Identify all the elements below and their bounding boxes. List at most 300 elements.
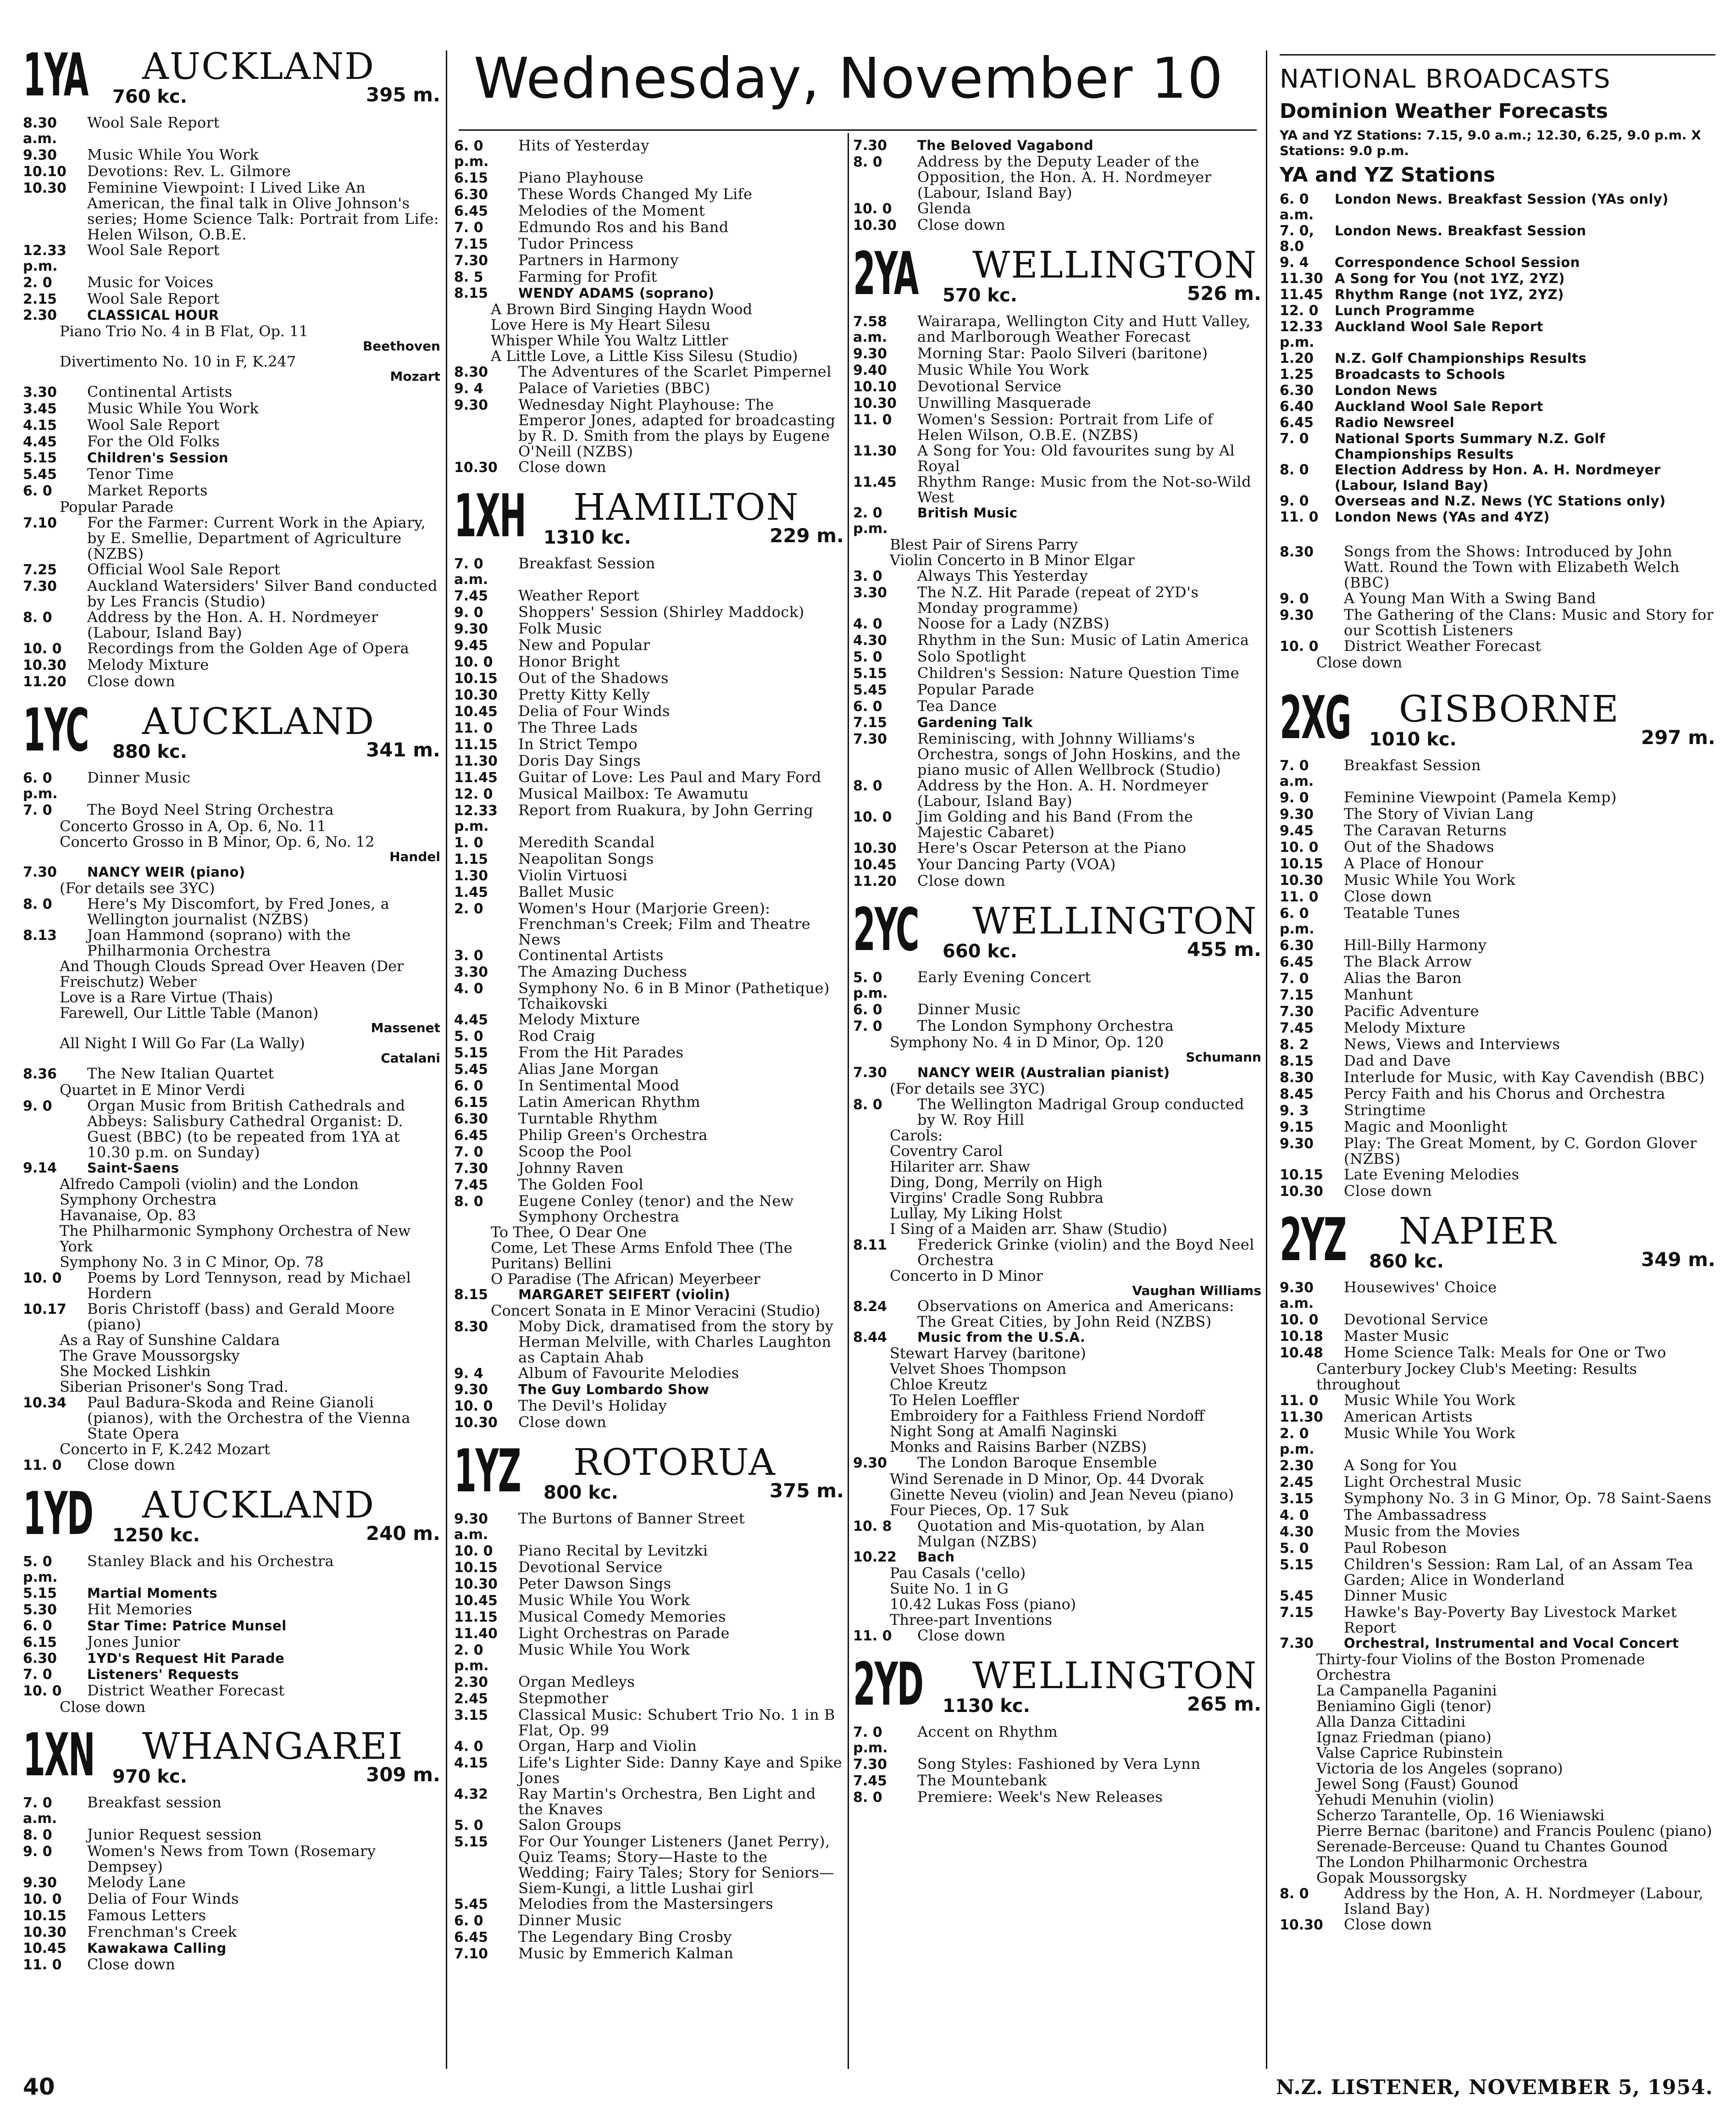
program-time: 5. 0 <box>1280 1540 1309 1556</box>
program-detail: La Campanella Paganini <box>1316 1682 1497 1699</box>
program-title: Music from the Movies <box>1344 1523 1520 1540</box>
program-time: 5.15 <box>23 1585 57 1601</box>
program-title: The New Italian Quartet <box>87 1065 274 1082</box>
station-wavelength: 240 m. <box>366 1522 440 1545</box>
program-title: Close down <box>518 1413 607 1431</box>
program-title: Here's Oscar Peterson at the Piano <box>917 839 1187 856</box>
program-detail: Pau Casals ('cello) <box>890 1564 1026 1582</box>
program-time: 12.33 p.m. <box>23 243 67 274</box>
program-time: 2.45 <box>1280 1474 1314 1490</box>
program-time: 7.30 <box>853 731 887 747</box>
program-title: Tea Dance <box>917 697 997 715</box>
program-title: Feminine Viewpoint: I Lived Like An American, the final talk in Olive Johnson's series; Home Science Talk: Portrait from Life: Helen Wilson, O.B.E. <box>87 179 439 243</box>
program-time: 11. 0 <box>1280 509 1319 525</box>
program-time: 7. 0 <box>454 220 483 236</box>
program-title: Boris Christoff (bass) and Gerald Moore (piano) <box>87 1300 395 1333</box>
program-time: 4. 0 <box>454 981 483 997</box>
national-broadcasts <box>1280 64 1715 1944</box>
program-title: Reminiscing, with Johnny Williams's Orchestra, songs of John Hoskins, and the piano music of Allen Wellbrock (Studio) <box>917 730 1241 778</box>
program-title: Women's Session: Portrait from Life of Helen Wilson, O.B.E. (NZBS) <box>917 411 1213 444</box>
program-time: 1.20 <box>1280 350 1314 367</box>
program-detail: I Sing of a Maiden arr. Shaw (Studio) <box>890 1220 1168 1238</box>
program-time: 6.45 <box>454 1128 488 1144</box>
program-title: In Strict Tempo <box>518 735 638 753</box>
program-detail: Concert Sonata in E Minor Veracini (Studio) <box>491 1302 821 1319</box>
program-row <box>454 1127 844 1144</box>
program-time: 7. 0 <box>23 802 52 818</box>
program-detail: Suite No. 1 in G <box>890 1580 1009 1597</box>
program-row <box>853 1773 1261 1789</box>
program-row <box>1280 1312 1715 1328</box>
station-block <box>23 1480 440 1716</box>
program-row <box>23 927 440 958</box>
program-row <box>454 851 844 867</box>
program-title: NANCY WEIR (piano) <box>87 864 245 880</box>
program-detail: To Helen Loeffler <box>890 1391 1019 1409</box>
column-divider <box>446 50 447 2069</box>
program-row <box>454 1111 844 1127</box>
program-row <box>853 778 1261 809</box>
program-time: 7.25 <box>23 562 57 578</box>
program-title: Always This Yesterday <box>917 567 1088 584</box>
program-time: 11.30 <box>1280 1409 1323 1425</box>
program-row <box>853 1628 1261 1644</box>
station-header <box>853 240 1261 313</box>
program-row <box>23 770 440 802</box>
program-title: Unwilling Masquerade <box>917 394 1092 411</box>
program-title: Auckland Wool Sale Report <box>1335 319 1543 334</box>
program-title: Close down <box>1344 1182 1432 1200</box>
program-title: Continental Artists <box>87 383 233 400</box>
station-name: WELLINGTON <box>972 1654 1258 1697</box>
program-time: 7.30 <box>853 1065 887 1081</box>
program-time: 1. 0 <box>454 835 483 851</box>
program-row <box>1280 1490 1715 1507</box>
program-title: Rhythm in the Sun: Music of Latin America <box>917 631 1249 649</box>
station-callsign: 1YC <box>23 696 89 765</box>
program-time: 7.45 <box>454 588 488 604</box>
station-frequency: 570 kc. <box>943 285 1017 306</box>
program-time: 10.30 <box>853 840 897 856</box>
station-block <box>23 696 440 1473</box>
program-title: The Caravan Returns <box>1344 822 1507 839</box>
program-title: Dad and Dave <box>1344 1052 1451 1069</box>
program-row <box>454 1398 844 1414</box>
program-row <box>454 1609 844 1625</box>
program-time: 1.15 <box>454 851 488 867</box>
program-row <box>454 1045 844 1061</box>
program-title: NANCY WEIR (Australian pianist) <box>917 1065 1170 1080</box>
program-detail: Divertimento No. 10 in F, K.247 <box>60 353 296 370</box>
program-row <box>454 1834 844 1896</box>
program-title: The Story of Vivian Lang <box>1344 805 1534 823</box>
weather-text: YA and YZ Stations: 7.15, 9.0 a.m.; 12.30, 6.25, 9.0 p.m. X Stations: 9.0 p.m. <box>1280 128 1701 158</box>
program-title: Out of the Shadows <box>1344 838 1494 856</box>
program-row <box>23 384 440 400</box>
program-title: These Words Changed My Life <box>518 185 753 203</box>
program-row <box>1280 607 1715 638</box>
program-title: Gardening Talk <box>917 715 1033 730</box>
composer: Catalani <box>381 1050 440 1066</box>
program-title: Joan Hammond (soprano) with the Philharmonia Orchestra <box>87 926 351 959</box>
program-time: 8. 0 <box>23 896 52 912</box>
program-row <box>1280 937 1715 954</box>
program-time: 4. 0 <box>454 1739 483 1755</box>
program-row <box>23 1601 440 1618</box>
program-row <box>23 1667 440 1683</box>
program-title: Martial Moments <box>87 1585 218 1601</box>
program-row <box>853 138 1261 154</box>
program-title: Kawakawa Calling <box>87 1940 227 1956</box>
station-name: ROTORUA <box>573 1441 776 1484</box>
program-time: 8. 0 <box>853 778 882 794</box>
program-detail: Wind Serenade in D Minor, Op. 44 Dvorak <box>890 1470 1204 1488</box>
program-row <box>1280 1523 1715 1540</box>
program-title: Star Time: Patrice Munsel <box>87 1618 287 1634</box>
station-frequency: 1310 kc. <box>544 527 631 548</box>
program-row <box>454 186 844 203</box>
program-title: Peter Dawson Sings <box>518 1575 671 1592</box>
program-title: A Place of Honour <box>1344 855 1483 872</box>
program-detail: (For details see 3YC) <box>890 1080 1045 1097</box>
program-title: Music from the U.S.A. <box>917 1329 1086 1345</box>
program-row <box>454 980 844 1012</box>
program-title: Johnny Raven <box>518 1159 624 1177</box>
program-time: 2. 0 <box>454 901 483 917</box>
program-row <box>23 515 440 561</box>
program-time: 8. 5 <box>454 269 483 285</box>
program-time: 6.45 <box>1280 954 1314 970</box>
program-title: Out of the Shadows <box>518 669 669 687</box>
program-title: Weather Report <box>518 587 640 604</box>
program-row <box>23 483 440 499</box>
program-time: 5.15 <box>23 450 57 466</box>
program-time: 6.30 <box>23 1651 57 1667</box>
program-row <box>853 1237 1261 1268</box>
program-row <box>454 1012 844 1028</box>
program-title: Address by the Hon, A. H. Nordmeyer (Labour, Island Bay) <box>1344 1884 1704 1917</box>
program-time: 10. 0 <box>1280 839 1319 856</box>
program-time: 6.45 <box>454 1929 488 1945</box>
program-title: Recordings from the Golden Age of Opera <box>87 639 410 657</box>
program-row <box>1280 1119 1715 1135</box>
station-block <box>1280 1206 1715 1933</box>
program-time: 8. 2 <box>1280 1037 1309 1053</box>
program-title: Devotional Service <box>518 1558 663 1576</box>
program-time: 9. 4 <box>454 381 483 397</box>
program-time: 7. 0 <box>853 1018 882 1034</box>
program-row <box>454 1642 844 1674</box>
program-row <box>454 556 844 588</box>
station-block <box>853 1651 1261 1806</box>
program-title: The Mountebank <box>917 1772 1047 1789</box>
program-detail: As a Ray of Sunshine Caldara <box>60 1331 280 1349</box>
program-row <box>1280 1167 1715 1183</box>
program-time: 8.45 <box>1280 1086 1314 1102</box>
program-title: The Devil's Holiday <box>518 1397 667 1414</box>
program-title: Melody Mixture <box>518 1011 640 1028</box>
program-time: 11. 0 <box>853 412 892 428</box>
program-time: 7. 0, 8.0 <box>1280 223 1314 255</box>
program-time: 5.30 <box>23 1602 57 1618</box>
program-title: Piano Playhouse <box>518 169 644 186</box>
station-name: AUCKLAND <box>142 1484 375 1526</box>
program-time: 10. 0 <box>454 1543 493 1559</box>
station-frequency: 1130 kc. <box>943 1695 1030 1717</box>
program-time: 7. 0 a.m. <box>454 556 488 588</box>
station-wavelength: 309 m. <box>366 1763 440 1786</box>
composer: Schumann <box>1186 1050 1261 1065</box>
program-time: 10.30 <box>454 1576 498 1592</box>
program-detail: Monks and Raisins Barber (NZBS) <box>890 1438 1147 1456</box>
program-row <box>454 1912 844 1929</box>
program-title: Devotional Service <box>1344 1311 1488 1328</box>
program-row <box>1280 638 1715 655</box>
program-title: Close down <box>87 1956 176 1973</box>
program-title: The Amazing Duchess <box>518 963 688 980</box>
program-time: 2. 0 p.m. <box>454 1642 489 1674</box>
program-time: 9.30 <box>853 1455 887 1471</box>
program-row <box>1280 544 1715 590</box>
program-row <box>454 1690 844 1707</box>
program-row <box>454 637 844 654</box>
station-header <box>23 41 440 115</box>
program-detail: All Night I Will Go Far (La Wally) <box>60 1034 305 1052</box>
program-row <box>1280 383 1715 399</box>
program-title: Music for Voices <box>87 273 214 291</box>
program-title: National Sports Summary N.Z. Golf Championships Results <box>1335 431 1605 462</box>
program-title: District Weather Forecast <box>87 1682 285 1699</box>
program-title: Address by the Hon. A. H. Nordmeyer (Labour, Island Bay) <box>87 608 378 641</box>
program-time: 11. 0 <box>23 1457 62 1473</box>
program-time: 7.10 <box>454 1946 488 1962</box>
program-time: 10.30 <box>853 395 897 411</box>
program-time: 1.30 <box>454 868 488 884</box>
program-time: 9.30 <box>1280 607 1314 623</box>
program-title: Honor Bright <box>518 653 620 670</box>
program-title: Stringtime <box>1344 1101 1426 1119</box>
program-detail: Whisper While You Waltz Littler <box>491 332 728 349</box>
program-row <box>23 147 440 163</box>
program-row <box>853 313 1261 345</box>
program-time: 10.30 <box>454 687 498 703</box>
program-title: MARGARET SEIFERT (violin) <box>518 1287 731 1302</box>
program-time: 6. 0 p.m. <box>23 770 58 802</box>
program-title: Auckland Watersiders' Silver Band conducted by Les Francis (Studio) <box>87 577 438 610</box>
program-title: Musical Mailbox: Te Awamutu <box>518 785 749 802</box>
program-row <box>853 505 1261 537</box>
program-row <box>853 1329 1261 1345</box>
program-time: 3.15 <box>1280 1491 1314 1507</box>
program-title: Close down <box>87 673 176 690</box>
program-title: London News. Breakfast Session <box>1335 223 1586 239</box>
program-title: Palace of Varieties (BBC) <box>518 379 710 397</box>
program-time: 8.11 <box>853 1237 887 1253</box>
program-time: 2. 0 p.m. <box>853 505 888 537</box>
program-row <box>23 1795 440 1827</box>
program-time: 8.13 <box>23 928 57 944</box>
program-title: Close down <box>518 458 607 476</box>
program-title: Music While You Work <box>518 1591 690 1609</box>
program-row <box>853 731 1261 778</box>
program-row <box>23 802 440 818</box>
program-title: London News. Breakfast Session (YAs only) <box>1335 191 1669 207</box>
program-time: 5. 0 <box>454 1817 483 1834</box>
program-time: 10.30 <box>1280 873 1323 889</box>
station-name: GISBORNE <box>1399 688 1620 730</box>
program-time: 7.30 <box>1280 1004 1314 1020</box>
program-title: Close down <box>917 1627 1006 1644</box>
program-time: 8.30 <box>1280 1070 1314 1086</box>
program-row <box>1280 1020 1715 1036</box>
national-box-border <box>1280 54 1715 56</box>
program-row <box>853 969 1261 1001</box>
program-time: 9.30 <box>853 346 887 362</box>
program-row <box>23 307 440 323</box>
program-title: A Young Man With a Swing Band <box>1344 589 1596 607</box>
program-row <box>853 632 1261 649</box>
program-row <box>1280 590 1715 607</box>
program-time: 9. 4 <box>454 1366 483 1382</box>
program-title: Music While You Work <box>1344 1424 1516 1442</box>
program-row <box>23 1618 440 1634</box>
program-row <box>454 1287 844 1303</box>
program-time: 2. 0 <box>23 275 52 291</box>
program-row <box>23 673 440 690</box>
station-header <box>23 1721 440 1795</box>
program-time: 10.30 <box>23 1924 67 1940</box>
program-title: Here's My Discomfort, by Fred Jones, a Wellington journalist (NZBS) <box>87 895 390 928</box>
program-row <box>853 1756 1261 1773</box>
program-row <box>23 1843 440 1874</box>
program-row <box>1280 905 1715 937</box>
program-row <box>1280 1053 1715 1069</box>
station-name: AUCKLAND <box>142 700 375 743</box>
program-title: Address by the Deputy Leader of the Opposition, the Hon. A. H. Nordmeyer (Labour, Island Bay) <box>917 153 1212 201</box>
program-row <box>454 1193 844 1224</box>
program-row <box>853 1096 1261 1128</box>
program-row <box>853 715 1261 731</box>
program-title: Musical Comedy Memories <box>518 1608 726 1625</box>
program-time: 6.15 <box>454 1095 488 1111</box>
program-row <box>23 291 440 307</box>
header-rule <box>459 129 1257 131</box>
program-time: 9. 0 <box>1280 790 1309 806</box>
station-header <box>454 482 844 556</box>
program-detail: Lullay, My Liking Holst <box>890 1205 1062 1222</box>
program-row <box>454 802 844 834</box>
program-title: Folk Music <box>518 620 602 637</box>
program-row <box>23 1651 440 1667</box>
program-time: 3.30 <box>853 585 887 601</box>
program-time: 4. 0 <box>853 616 882 632</box>
program-row <box>454 397 844 459</box>
program-time: 8. 0 <box>1280 462 1309 478</box>
program-time: 7. 0 p.m. <box>853 1724 888 1756</box>
station-block <box>853 240 1261 889</box>
program-row <box>1280 970 1715 987</box>
program-time: 5. 0 <box>853 649 882 665</box>
program-time: 11. 0 <box>23 1957 62 1973</box>
program-row <box>23 561 440 578</box>
program-row <box>1280 462 1715 493</box>
program-row <box>853 1001 1261 1018</box>
program-row <box>1280 223 1715 255</box>
program-time: 7.58 a.m. <box>853 314 887 345</box>
program-time: 12. 0 <box>454 786 493 802</box>
program-row <box>23 1553 440 1585</box>
station-callsign: 1XH <box>454 482 526 550</box>
program-title: Philip Green's Orchestra <box>518 1126 708 1144</box>
program-row <box>454 1817 844 1834</box>
program-title: Music While You Work <box>1344 871 1516 889</box>
program-row <box>23 1395 440 1441</box>
program-row <box>1280 1345 1715 1361</box>
program-time: 2. 0 p.m. <box>1280 1426 1314 1457</box>
program-row <box>23 657 440 673</box>
program-detail: Close down <box>1316 654 1403 671</box>
program-time: 4.30 <box>1280 1524 1314 1540</box>
program-time: 10.45 <box>454 704 498 720</box>
program-row <box>454 170 844 186</box>
program-time: 10.45 <box>23 1940 67 1956</box>
program-title: Broadcasts to Schools <box>1335 367 1506 382</box>
program-title: Violin Virtuosi <box>518 867 628 884</box>
column-1 <box>23 41 440 1984</box>
program-title: Light Orchestral Music <box>1344 1473 1522 1490</box>
program-detail: The Grave Moussorgsky <box>60 1347 240 1364</box>
program-row <box>1280 415 1715 431</box>
program-row <box>454 604 844 621</box>
program-row <box>23 1924 440 1940</box>
program-row <box>1280 1183 1715 1200</box>
program-title: Market Reports <box>87 482 208 499</box>
program-time: 7.15 <box>853 715 887 731</box>
program-row <box>1280 1409 1715 1425</box>
station-name: WELLINGTON <box>972 900 1258 942</box>
program-title: Noose for a Lady (NZBS) <box>917 615 1110 632</box>
program-title: Election Address by Hon. A. H. Nordmeyer (Labour, Island Bay) <box>1335 462 1661 493</box>
program-row <box>454 736 844 753</box>
station-frequency: 660 kc. <box>943 941 1017 962</box>
program-time: 10.45 <box>853 857 897 873</box>
program-detail: The Philharmonic Symphony Orchestra of New York <box>60 1222 411 1255</box>
program-time: 2.45 <box>454 1691 488 1707</box>
program-title: Observations on America and Americans: The Great Cities, by John Reid (NZBS) <box>917 1297 1235 1330</box>
program-title: Close down <box>87 1456 176 1473</box>
program-time: 10. 0 <box>1280 1312 1319 1328</box>
program-row <box>454 769 844 786</box>
program-time: 4.15 <box>454 1755 488 1771</box>
program-row <box>853 616 1261 632</box>
program-detail: Symphony No. 4 in D Minor, Op. 120 <box>890 1034 1164 1051</box>
program-row <box>853 345 1261 362</box>
composer: Beethoven <box>362 339 440 354</box>
program-time: 9.30 a.m. <box>1280 1280 1314 1312</box>
program-time: 8.30 <box>454 1319 488 1335</box>
program-title: Auckland Wool Sale Report <box>1335 399 1543 414</box>
program-time: 6. 0 <box>23 1618 52 1634</box>
program-row <box>454 964 844 980</box>
program-time: 10.48 <box>1280 1345 1323 1361</box>
program-time: 4.30 <box>853 633 887 649</box>
program-time: 10.10 <box>23 164 67 180</box>
program-row <box>454 1559 844 1576</box>
program-time: 4. 0 <box>1280 1507 1309 1523</box>
program-detail: Ding, Dong, Merrily on High <box>890 1173 1103 1191</box>
program-time: 11.45 <box>1280 287 1323 303</box>
station-name: HAMILTON <box>573 486 799 528</box>
